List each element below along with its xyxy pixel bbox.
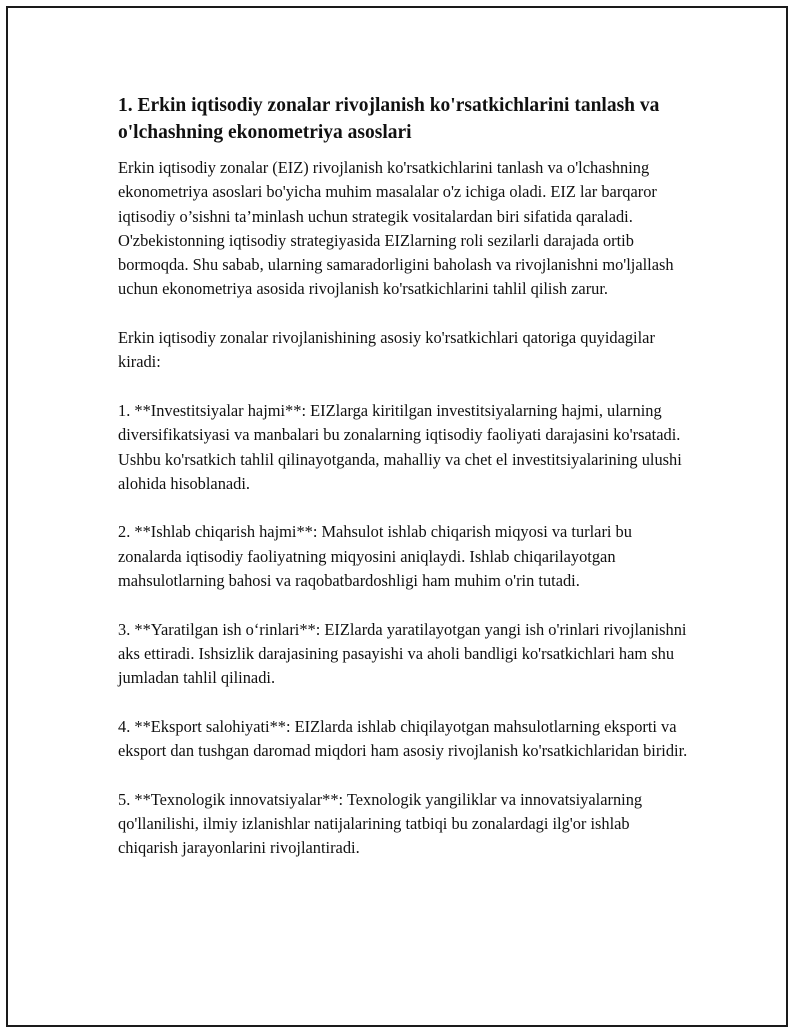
indicator-production: 2. **Ishlab chiqarish hajmi**: Mahsulot ishlab chiqarish miqyosi va turlari bu zonalarda iqtisodiy faoliyatning miqyosini aniqlaydi. Ishlab chiqarilayotgan mahsulotlarning bahosi va raqobatbardoshligi ham muhim o'rin tutadi. [118, 522, 632, 591]
section-heading: 1. Erkin iqtisodiy zonalar rivojlanish ko'rsatkichlarini tanlash va o'lchashning ekonometriya asoslari [118, 95, 660, 143]
intro-paragraph: Erkin iqtisodiy zonalar (EIZ) rivojlanish ko'rsatkichlarini tanlash va o'lchashning ekonometriya asoslari bo'yicha muhim masalalar o'z ichiga oladi. EIZ lar barqaror iqtisodiy o’sishni ta’minlash uchun strategik vositalardan biri sifatida qaraladi. O'zbekistonning iqtisodiy strategiyasida EIZlarning roli sezilarli darajada ortib bormoqda. Shu sabab, ularning samaradorligini baholash va rivojlanishni mo'ljallash uchun ekonometriya asosida rivojlanish ko'rsatkichlarini tahlil qilish zarur. [118, 158, 674, 299]
document-body [118, 92, 690, 885]
indicator-jobs: 3. **Yaratilgan ish o‘rinlari**: EIZlarda yaratilayotgan yangi ish o'rinlari rivojlanishni aks ettiradi. Ishsizlik darajasining pasayishi va aholi bandligi ko'rsatkichlari ham shu jumladan tahlil qilinadi. [118, 619, 687, 688]
indicator-investments: 1. **Investitsiyalar hajmi**: EIZlarga kiritilgan investitsiyalarning hajmi, ularning diversifikatsiyasi va manbalari bu zonalarning iqtisodiy faoliyati darajasini ko'rsatadi. Ushbu ko'rsatkich tahlil qilinayotganda, mahalliy va chet el investitsiyalarining ulushi alohida hisoblanadi. [118, 400, 682, 493]
indicator-innovations: 5. **Texnologik innovatsiyalar**: Texnologik yangiliklar va innovatsiyalarning qo'llanilishi, ilmiy izlanishlar natijalarining tatbiqi bu zonalardagi ilg'or ishlab chiqarish jarayonlarini rivojlantiradi. [118, 789, 643, 858]
indicators-intro-paragraph: Erkin iqtisodiy zonalar rivojlanishining asosiy ko'rsatkichlari qatoriga quyidagilar kiradi: [118, 328, 655, 372]
indicator-export: 4. **Eksport salohiyati**: EIZlarda ishlab chiqilayotgan mahsulotlarning eksporti va eksport dan tushgan daromad miqdori ham asosiy rivojlanish ko'rsatkichlaridan biridir. [118, 716, 688, 761]
